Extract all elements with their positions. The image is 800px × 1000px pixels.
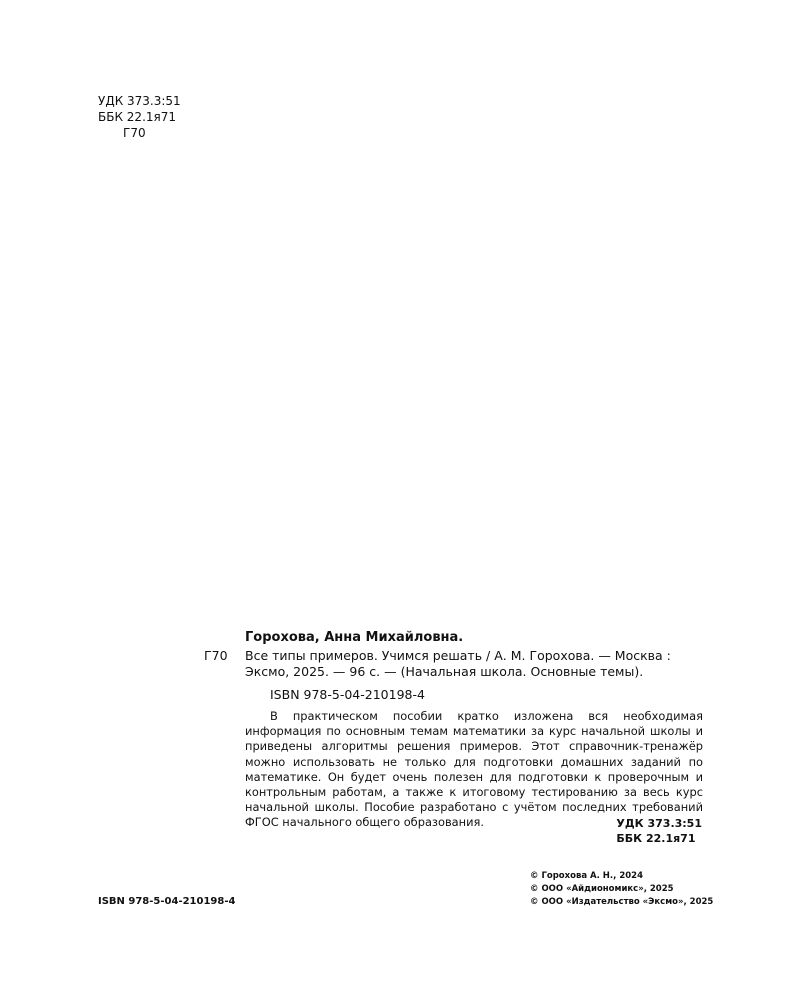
- top-classification-codes: [98, 93, 181, 141]
- annotation-text: В практическом пособии кратко изложена вся необходимая информация по основным темам математики за курс начальной школы и приведены алгоритмы решения примеров. Этот справочник-тренажёр можно использовать не только для подготовки домашних заданий по математике. Он будет очень полезен для подготовки к проверочным и контрольным работам, а также к итоговому тестированию за весь курс начальной школы. Пособие разработано с учётом последних требований ФГОС начального общего образования.: [245, 709, 703, 830]
- copyright-line: © ООО «Издательство «Эксмо», 2025: [530, 897, 714, 907]
- udk-code-bottom: УДК 373.3:51: [616, 817, 702, 830]
- copyright-line: © Горохова А. Н., 2024: [530, 871, 643, 881]
- author-cipher: Г70: [123, 126, 146, 140]
- copyright-line: © ООО «Айдиономикс», 2025: [530, 884, 674, 894]
- bottom-classification-codes: [616, 816, 702, 846]
- copyright-block: [530, 870, 713, 909]
- bbk-code-bottom: ББК 22.1я71: [616, 832, 696, 845]
- record-isbn: ISBN 978-5-04-210198-4: [270, 687, 425, 702]
- author-name: Горохова, Анна Михайловна.: [245, 630, 464, 645]
- record-cipher: Г70: [204, 648, 228, 663]
- udk-code: УДК 373.3:51: [98, 94, 181, 108]
- bbk-code: ББК 22.1я71: [98, 110, 177, 124]
- isbn-bottom: ISBN 978-5-04-210198-4: [98, 896, 236, 907]
- bibliographic-description: Все типы примеров. Учимся решать / А. М. Горохова. — Москва : Эксмо, 2025. — 96 с. — (Начальная школа. Основные темы).: [245, 648, 671, 679]
